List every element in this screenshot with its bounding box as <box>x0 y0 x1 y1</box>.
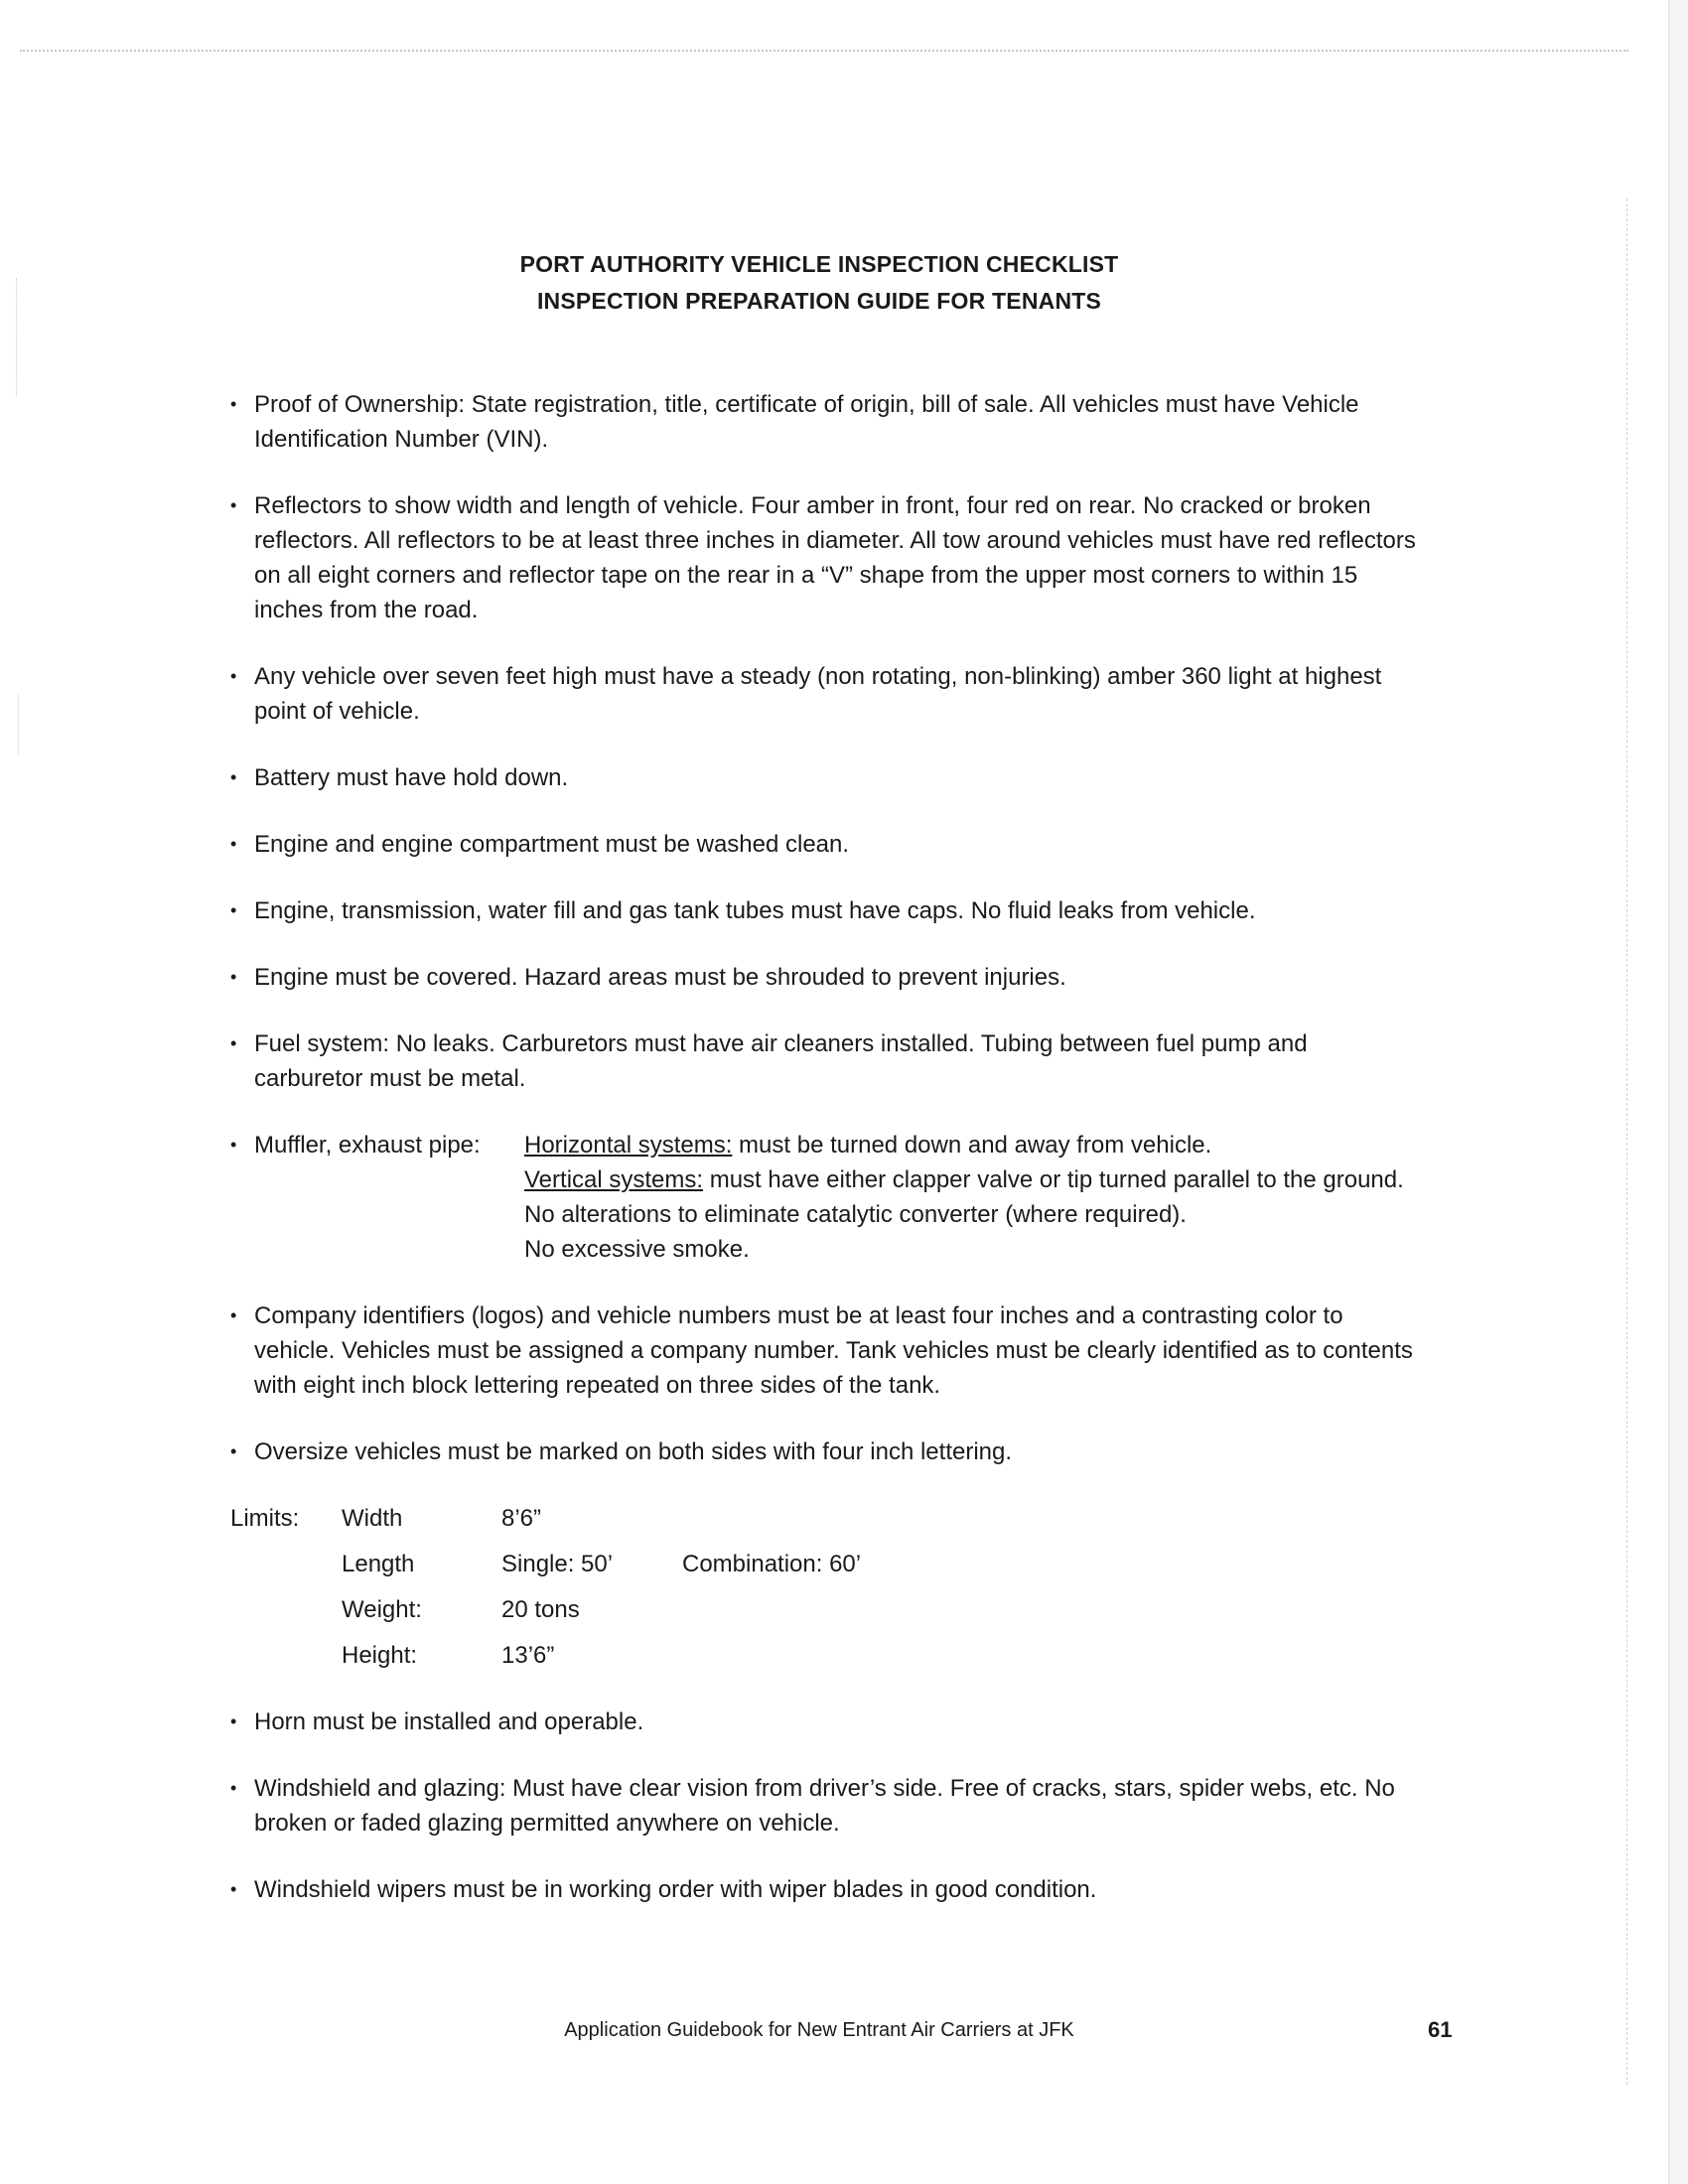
page-header <box>0 246 1638 320</box>
bullet: • <box>230 1711 237 1731</box>
limit-extra: Combination: 60’ <box>682 1551 862 1577</box>
limit-name: Weight: <box>342 1596 422 1623</box>
list-item <box>230 1434 1422 1469</box>
limit-name: Height: <box>342 1642 418 1669</box>
limit-extra <box>682 1638 1422 1673</box>
list-item <box>230 387 1422 457</box>
scan-artifact-right <box>1626 199 1627 2085</box>
bullet: • <box>230 1441 237 1461</box>
scan-artifact-left <box>18 695 19 754</box>
page-number: 61 <box>1428 2017 1453 2042</box>
limit-value: 13’6” <box>501 1642 555 1669</box>
limits-label: Limits: <box>230 1505 300 1532</box>
horizontal-systems-line <box>524 1128 1404 1162</box>
list-item <box>230 1705 1422 1739</box>
item-text: Fuel system: No leaks. Carburetors must have air cleaners installed. Tubing between fuel pump and carburetor must be metal. <box>254 1030 1308 1092</box>
horizontal-systems-label: Horizontal systems: <box>524 1132 733 1159</box>
item-text: Battery must have hold down. <box>254 764 569 791</box>
item-text: Windshield wipers must be in working order with wiper blades in good condition. <box>254 1876 1097 1903</box>
item-text: Engine and engine compartment must be washed clean. <box>254 831 850 858</box>
limit-value: Single: 50’ <box>501 1551 614 1577</box>
bullet: • <box>230 495 237 515</box>
limit-extra <box>682 1592 1422 1627</box>
footer-text: Application Guidebook for New Entrant Air Carriers at JFK <box>564 2019 1074 2041</box>
bullet: • <box>230 834 237 854</box>
limits-spacer <box>230 1638 342 1673</box>
list-item <box>230 1026 1422 1096</box>
bullet: • <box>230 1135 237 1155</box>
horizontal-systems-text: must be turned down and away from vehicle. <box>732 1132 1212 1159</box>
limits-spacer <box>230 1592 342 1627</box>
bullet: • <box>230 900 237 920</box>
catalytic-line: No alterations to eliminate catalytic converter (where required). <box>524 1201 1187 1228</box>
item-text: Windshield and glazing: Must have clear vision from driver’s side. Free of cracks, stars, spider webs, etc. No broken or faded glazing permitted anywhere on vehicle. <box>254 1775 1395 1837</box>
item-text: Engine must be covered. Hazard areas must be shrouded to prevent injuries. <box>254 964 1066 991</box>
item-text: Any vehicle over seven feet high must have a steady (non rotating, non-blinking) amber 360 light at highest point of vehicle. <box>254 663 1382 725</box>
scan-artifact-top <box>20 50 1628 56</box>
list-item <box>230 893 1422 928</box>
limit-value: 8’6” <box>501 1505 542 1532</box>
bullet: • <box>230 394 237 414</box>
bullet: • <box>230 666 237 686</box>
checklist <box>230 387 1422 1939</box>
list-item <box>230 827 1422 862</box>
item-text: Reflectors to show width and length of vehicle. Four amber in front, four red on rear. No cracked or broken reflectors. All reflectors to be at least three inches in diameter. All tow around vehicles must have red reflectors on all eight corners and reflector tape on the rear in a “V” shape from the upper most corners to within 15 inches from the road. <box>254 492 1416 623</box>
smoke-line: No excessive smoke. <box>524 1236 750 1263</box>
list-item <box>230 1298 1422 1403</box>
item-text: Proof of Ownership: State registration, title, certificate of origin, bill of sale. All vehicles must have Vehicle Identification Number (VIN). <box>254 391 1359 453</box>
limits-spacer <box>230 1547 342 1581</box>
list-item <box>230 1771 1422 1841</box>
vertical-systems-text: must have either clapper valve or tip turned parallel to the ground. <box>703 1166 1404 1193</box>
list-item <box>230 488 1422 627</box>
vertical-systems-label: Vertical systems: <box>524 1166 704 1193</box>
vertical-systems-line <box>524 1162 1404 1197</box>
muffler-lines <box>524 1128 1404 1267</box>
limit-name: Width <box>342 1505 403 1532</box>
limit-extra <box>682 1501 1422 1536</box>
page-subtitle: INSPECTION PREPARATION GUIDE FOR TENANTS <box>536 288 1102 314</box>
bullet: • <box>230 1879 237 1899</box>
item-text: Horn must be installed and operable. <box>254 1708 644 1735</box>
bullet: • <box>230 1778 237 1798</box>
limit-name: Length <box>342 1551 415 1577</box>
list-item <box>230 1872 1422 1907</box>
limit-value: 20 tons <box>501 1596 580 1623</box>
item-text: Company identifiers (logos) and vehicle numbers must be at least four inches and a contrasting color to vehicle. Vehicles must be assigned a company number. Tank vehicles must be clearly identified as to contents with eight inch block lettering repeated on three sides of the tank. <box>254 1302 1413 1399</box>
limits-table <box>230 1501 1422 1673</box>
list-item <box>230 760 1422 795</box>
bullet: • <box>230 967 237 987</box>
page-title: PORT AUTHORITY VEHICLE INSPECTION CHECKLIST <box>519 251 1119 277</box>
bullet: • <box>230 767 237 787</box>
list-item-muffler <box>230 1128 1422 1267</box>
bullet: • <box>230 1033 237 1053</box>
list-item <box>230 960 1422 995</box>
muffler-block <box>254 1128 1422 1267</box>
bullet: • <box>230 1305 237 1325</box>
list-item <box>230 659 1422 729</box>
muffler-label: Muffler, exhaust pipe: <box>254 1132 481 1159</box>
item-text: Oversize vehicles must be marked on both sides with four inch lettering. <box>254 1438 1013 1465</box>
scan-edge <box>1668 0 1688 2184</box>
item-text: Engine, transmission, water fill and gas tank tubes must have caps. No fluid leaks from vehicle. <box>254 897 1256 924</box>
